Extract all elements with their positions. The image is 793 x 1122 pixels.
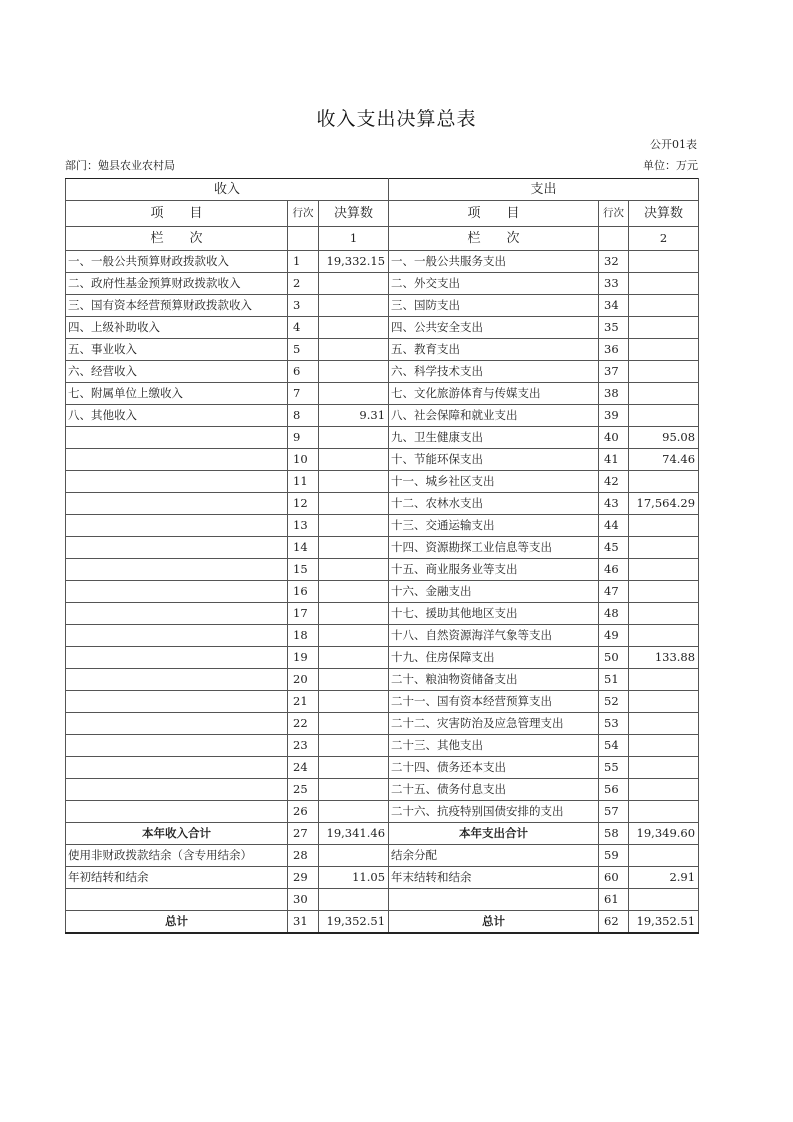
income-amount-cell [319,317,389,339]
income-amount-cell [319,889,389,911]
income-line-no-cell: 29 [288,867,319,889]
income-line-no-cell: 30 [288,889,319,911]
expense-item-cell: 结余分配 [389,845,599,867]
table-row [66,779,699,801]
income-line-no-cell: 26 [288,801,319,823]
expense-amount-cell: 74.46 [629,449,699,471]
expense-line-no-cell: 32 [599,251,629,273]
table-row [66,471,699,493]
income-line-no-cell: 31 [288,911,319,934]
income-line-no-cell: 22 [288,713,319,735]
expense-amount-cell [629,515,699,537]
table-row [66,537,699,559]
income-line-no-cell: 12 [288,493,319,515]
income-amount-cell [319,295,389,317]
table-row [66,493,699,515]
income-item-cell [66,713,288,735]
expense-amount-header: 决算数 [629,201,699,227]
expense-amount-cell [629,691,699,713]
expense-item-cell: 七、文化旅游体育与传媒支出 [389,383,599,405]
column-index-row [66,227,699,251]
income-item-cell: 使用非财政拨款结余（含专用结余） [66,845,288,867]
expense-amount-cell [629,757,699,779]
income-amount-cell [319,801,389,823]
income-item-cell [66,647,288,669]
expense-item-cell: 年末结转和结余 [389,867,599,889]
income-item-cell [66,669,288,691]
expense-section-header: 支出 [389,179,699,201]
income-amount-cell [319,427,389,449]
table-row [66,405,699,427]
income-item-cell [66,471,288,493]
expense-amount-cell: 2.91 [629,867,699,889]
expense-line-no-header: 行次 [599,201,629,227]
income-amount-cell [319,273,389,295]
unit-label: 单位：万元 [643,159,698,172]
income-amount-cell [319,669,389,691]
expense-amount-cell [629,603,699,625]
income-line-no-cell: 14 [288,537,319,559]
expense-line-no-cell: 49 [599,625,629,647]
expense-item-cell: 十三、交通运输支出 [389,515,599,537]
income-amount-cell [319,625,389,647]
income-line-no-cell: 4 [288,317,319,339]
income-expense-table [65,178,699,934]
income-amount-cell [319,691,389,713]
expense-line-no-cell: 36 [599,339,629,361]
income-line-no-index [288,227,319,251]
expense-amount-cell [629,317,699,339]
income-item-cell: 本年收入合计 [66,823,288,845]
income-line-no-cell: 1 [288,251,319,273]
expense-amount-cell [629,537,699,559]
expense-line-no-cell: 47 [599,581,629,603]
expense-amount-cell [629,273,699,295]
department-label: 部门：勉县农业农村局 [65,159,175,172]
income-line-no-cell: 20 [288,669,319,691]
expense-item-cell: 十六、金融支出 [389,581,599,603]
income-amount-header: 决算数 [319,201,389,227]
expense-line-no-index [599,227,629,251]
expense-item-cell: 二十、粮油物资储备支出 [389,669,599,691]
income-item-cell [66,735,288,757]
table-row [66,383,699,405]
expense-amount-cell [629,735,699,757]
income-line-no-cell: 19 [288,647,319,669]
income-amount-cell: 19,332.15 [319,251,389,273]
expense-item-cell: 十九、住房保障支出 [389,647,599,669]
expense-amount-cell [629,339,699,361]
expense-column-label: 栏 次 [389,227,599,251]
table-row [66,251,699,273]
table-row [66,295,699,317]
income-line-no-cell: 3 [288,295,319,317]
income-item-cell [66,757,288,779]
expense-item-cell: 二十四、债务还本支出 [389,757,599,779]
section-header-row [66,179,699,201]
expense-item-cell: 三、国防支出 [389,295,599,317]
expense-line-no-cell: 34 [599,295,629,317]
income-amount-cell [319,537,389,559]
table-row [66,735,699,757]
income-section-header: 收入 [66,179,389,201]
table-row [66,515,699,537]
income-item-cell [66,691,288,713]
income-line-no-cell: 8 [288,405,319,427]
income-amount-cell: 19,341.46 [319,823,389,845]
expense-amount-cell [629,383,699,405]
income-line-no-cell: 24 [288,757,319,779]
expense-line-no-cell: 33 [599,273,629,295]
table-row [66,603,699,625]
expense-item-cell: 十二、农林水支出 [389,493,599,515]
expense-amount-cell [629,801,699,823]
income-item-cell: 六、经营收入 [66,361,288,383]
expense-line-no-cell: 46 [599,559,629,581]
expense-item-cell: 八、社会保障和就业支出 [389,405,599,427]
expense-item-cell [389,889,599,911]
income-line-no-cell: 16 [288,581,319,603]
income-item-cell: 一、一般公共预算财政拨款收入 [66,251,288,273]
income-line-no-cell: 9 [288,427,319,449]
income-amount-cell [319,779,389,801]
income-line-no-cell: 5 [288,339,319,361]
expense-line-no-cell: 44 [599,515,629,537]
expense-line-no-cell: 35 [599,317,629,339]
expense-line-no-cell: 39 [599,405,629,427]
income-amount-cell [319,757,389,779]
expense-item-cell: 二十二、灾害防治及应急管理支出 [389,713,599,735]
expense-item-cell: 二十五、债务付息支出 [389,779,599,801]
expense-line-no-cell: 41 [599,449,629,471]
expense-line-no-cell: 52 [599,691,629,713]
expense-line-no-cell: 51 [599,669,629,691]
table-row [66,823,699,845]
income-line-no-cell: 15 [288,559,319,581]
income-amount-cell [319,339,389,361]
income-line-no-cell: 2 [288,273,319,295]
expense-line-no-cell: 59 [599,845,629,867]
income-line-no-cell: 23 [288,735,319,757]
income-item-cell [66,537,288,559]
expense-line-no-cell: 57 [599,801,629,823]
income-item-header: 项 目 [66,201,288,227]
expense-item-cell: 总计 [389,911,599,934]
income-item-cell [66,581,288,603]
income-item-cell [66,625,288,647]
expense-line-no-cell: 45 [599,537,629,559]
income-item-cell [66,515,288,537]
income-item-cell [66,559,288,581]
table-row [66,713,699,735]
table-row [66,911,699,934]
expense-line-no-cell: 61 [599,889,629,911]
income-line-no-cell: 13 [288,515,319,537]
income-amount-cell [319,361,389,383]
expense-column-number: 2 [629,227,699,251]
form-number: 公开01表 [650,138,697,151]
expense-amount-cell [629,295,699,317]
expense-item-cell: 四、公共安全支出 [389,317,599,339]
income-item-cell: 五、事业收入 [66,339,288,361]
income-item-cell [66,449,288,471]
expense-amount-cell [629,889,699,911]
expense-item-cell: 十四、资源勘探工业信息等支出 [389,537,599,559]
expense-amount-cell [629,405,699,427]
table-row [66,889,699,911]
expense-amount-cell [629,471,699,493]
expense-amount-cell [629,669,699,691]
expense-line-no-cell: 37 [599,361,629,383]
income-amount-cell [319,735,389,757]
income-item-cell [66,427,288,449]
expense-line-no-cell: 55 [599,757,629,779]
expense-line-no-cell: 38 [599,383,629,405]
expense-line-no-cell: 54 [599,735,629,757]
income-column-number: 1 [319,227,389,251]
income-item-cell [66,801,288,823]
income-line-no-cell: 21 [288,691,319,713]
income-item-cell [66,889,288,911]
column-header-row [66,201,699,227]
income-amount-cell: 19,352.51 [319,911,389,934]
income-line-no-cell: 27 [288,823,319,845]
income-line-no-header: 行次 [288,201,319,227]
income-amount-cell [319,713,389,735]
income-amount-cell [319,647,389,669]
expense-amount-cell: 19,349.60 [629,823,699,845]
expense-line-no-cell: 56 [599,779,629,801]
expense-amount-cell: 133.88 [629,647,699,669]
expense-amount-cell [629,361,699,383]
table-row [66,625,699,647]
expense-amount-cell [629,625,699,647]
table-row [66,273,699,295]
table-row [66,669,699,691]
income-amount-cell [319,515,389,537]
table-row [66,361,699,383]
expense-item-cell: 九、卫生健康支出 [389,427,599,449]
expense-line-no-cell: 60 [599,867,629,889]
expense-item-cell: 十七、援助其他地区支出 [389,603,599,625]
expense-line-no-cell: 43 [599,493,629,515]
expense-line-no-cell: 62 [599,911,629,934]
expense-item-cell: 十八、自然资源海洋气象等支出 [389,625,599,647]
expense-item-cell: 二十六、抗疫特别国债安排的支出 [389,801,599,823]
income-item-cell: 二、政府性基金预算财政拨款收入 [66,273,288,295]
income-amount-cell [319,559,389,581]
expense-line-no-cell: 58 [599,823,629,845]
income-amount-cell [319,603,389,625]
income-line-no-cell: 10 [288,449,319,471]
expense-amount-cell: 95.08 [629,427,699,449]
expense-line-no-cell: 40 [599,427,629,449]
income-amount-cell: 9.31 [319,405,389,427]
expense-amount-cell [629,581,699,603]
expense-item-cell: 五、教育支出 [389,339,599,361]
income-amount-cell [319,493,389,515]
income-item-cell: 四、上级补助收入 [66,317,288,339]
expense-amount-cell [629,251,699,273]
income-item-cell: 八、其他收入 [66,405,288,427]
expense-item-cell: 十五、商业服务业等支出 [389,559,599,581]
income-line-no-cell: 17 [288,603,319,625]
expense-item-cell: 本年支出合计 [389,823,599,845]
expense-item-cell: 二、外交支出 [389,273,599,295]
expense-item-cell: 六、科学技术支出 [389,361,599,383]
table-row [66,339,699,361]
table-row [66,757,699,779]
income-item-cell: 总计 [66,911,288,934]
income-item-cell [66,493,288,515]
expense-amount-cell: 17,564.29 [629,493,699,515]
income-item-cell: 年初结转和结余 [66,867,288,889]
expense-amount-cell [629,845,699,867]
income-line-no-cell: 7 [288,383,319,405]
table-row [66,427,699,449]
income-amount-cell [319,449,389,471]
expense-amount-cell: 19,352.51 [629,911,699,934]
table-row [66,317,699,339]
income-line-no-cell: 25 [288,779,319,801]
table-row [66,449,699,471]
income-line-no-cell: 18 [288,625,319,647]
expense-item-cell: 二十三、其他支出 [389,735,599,757]
expense-item-header: 项 目 [389,201,599,227]
expense-line-no-cell: 48 [599,603,629,625]
table-row [66,559,699,581]
expense-amount-cell [629,713,699,735]
income-line-no-cell: 11 [288,471,319,493]
table-row [66,867,699,889]
table-row [66,845,699,867]
expense-item-cell: 十、节能环保支出 [389,449,599,471]
income-item-cell: 三、国有资本经营预算财政拨款收入 [66,295,288,317]
expense-line-no-cell: 53 [599,713,629,735]
expense-line-no-cell: 50 [599,647,629,669]
income-item-cell: 七、附属单位上缴收入 [66,383,288,405]
expense-line-no-cell: 42 [599,471,629,493]
expense-amount-cell [629,559,699,581]
page-title: 收入支出决算总表 [316,108,477,130]
income-amount-cell [319,471,389,493]
table-row [66,581,699,603]
income-column-label: 栏 次 [66,227,288,251]
table-row [66,691,699,713]
income-item-cell [66,603,288,625]
expense-item-cell: 一、一般公共服务支出 [389,251,599,273]
income-amount-cell [319,581,389,603]
table-row [66,647,699,669]
income-line-no-cell: 28 [288,845,319,867]
expense-item-cell: 十一、城乡社区支出 [389,471,599,493]
income-amount-cell: 11.05 [319,867,389,889]
table-row [66,801,699,823]
income-amount-cell [319,383,389,405]
expense-amount-cell [629,779,699,801]
expense-item-cell: 二十一、国有资本经营预算支出 [389,691,599,713]
income-line-no-cell: 6 [288,361,319,383]
income-amount-cell [319,845,389,867]
income-item-cell [66,779,288,801]
